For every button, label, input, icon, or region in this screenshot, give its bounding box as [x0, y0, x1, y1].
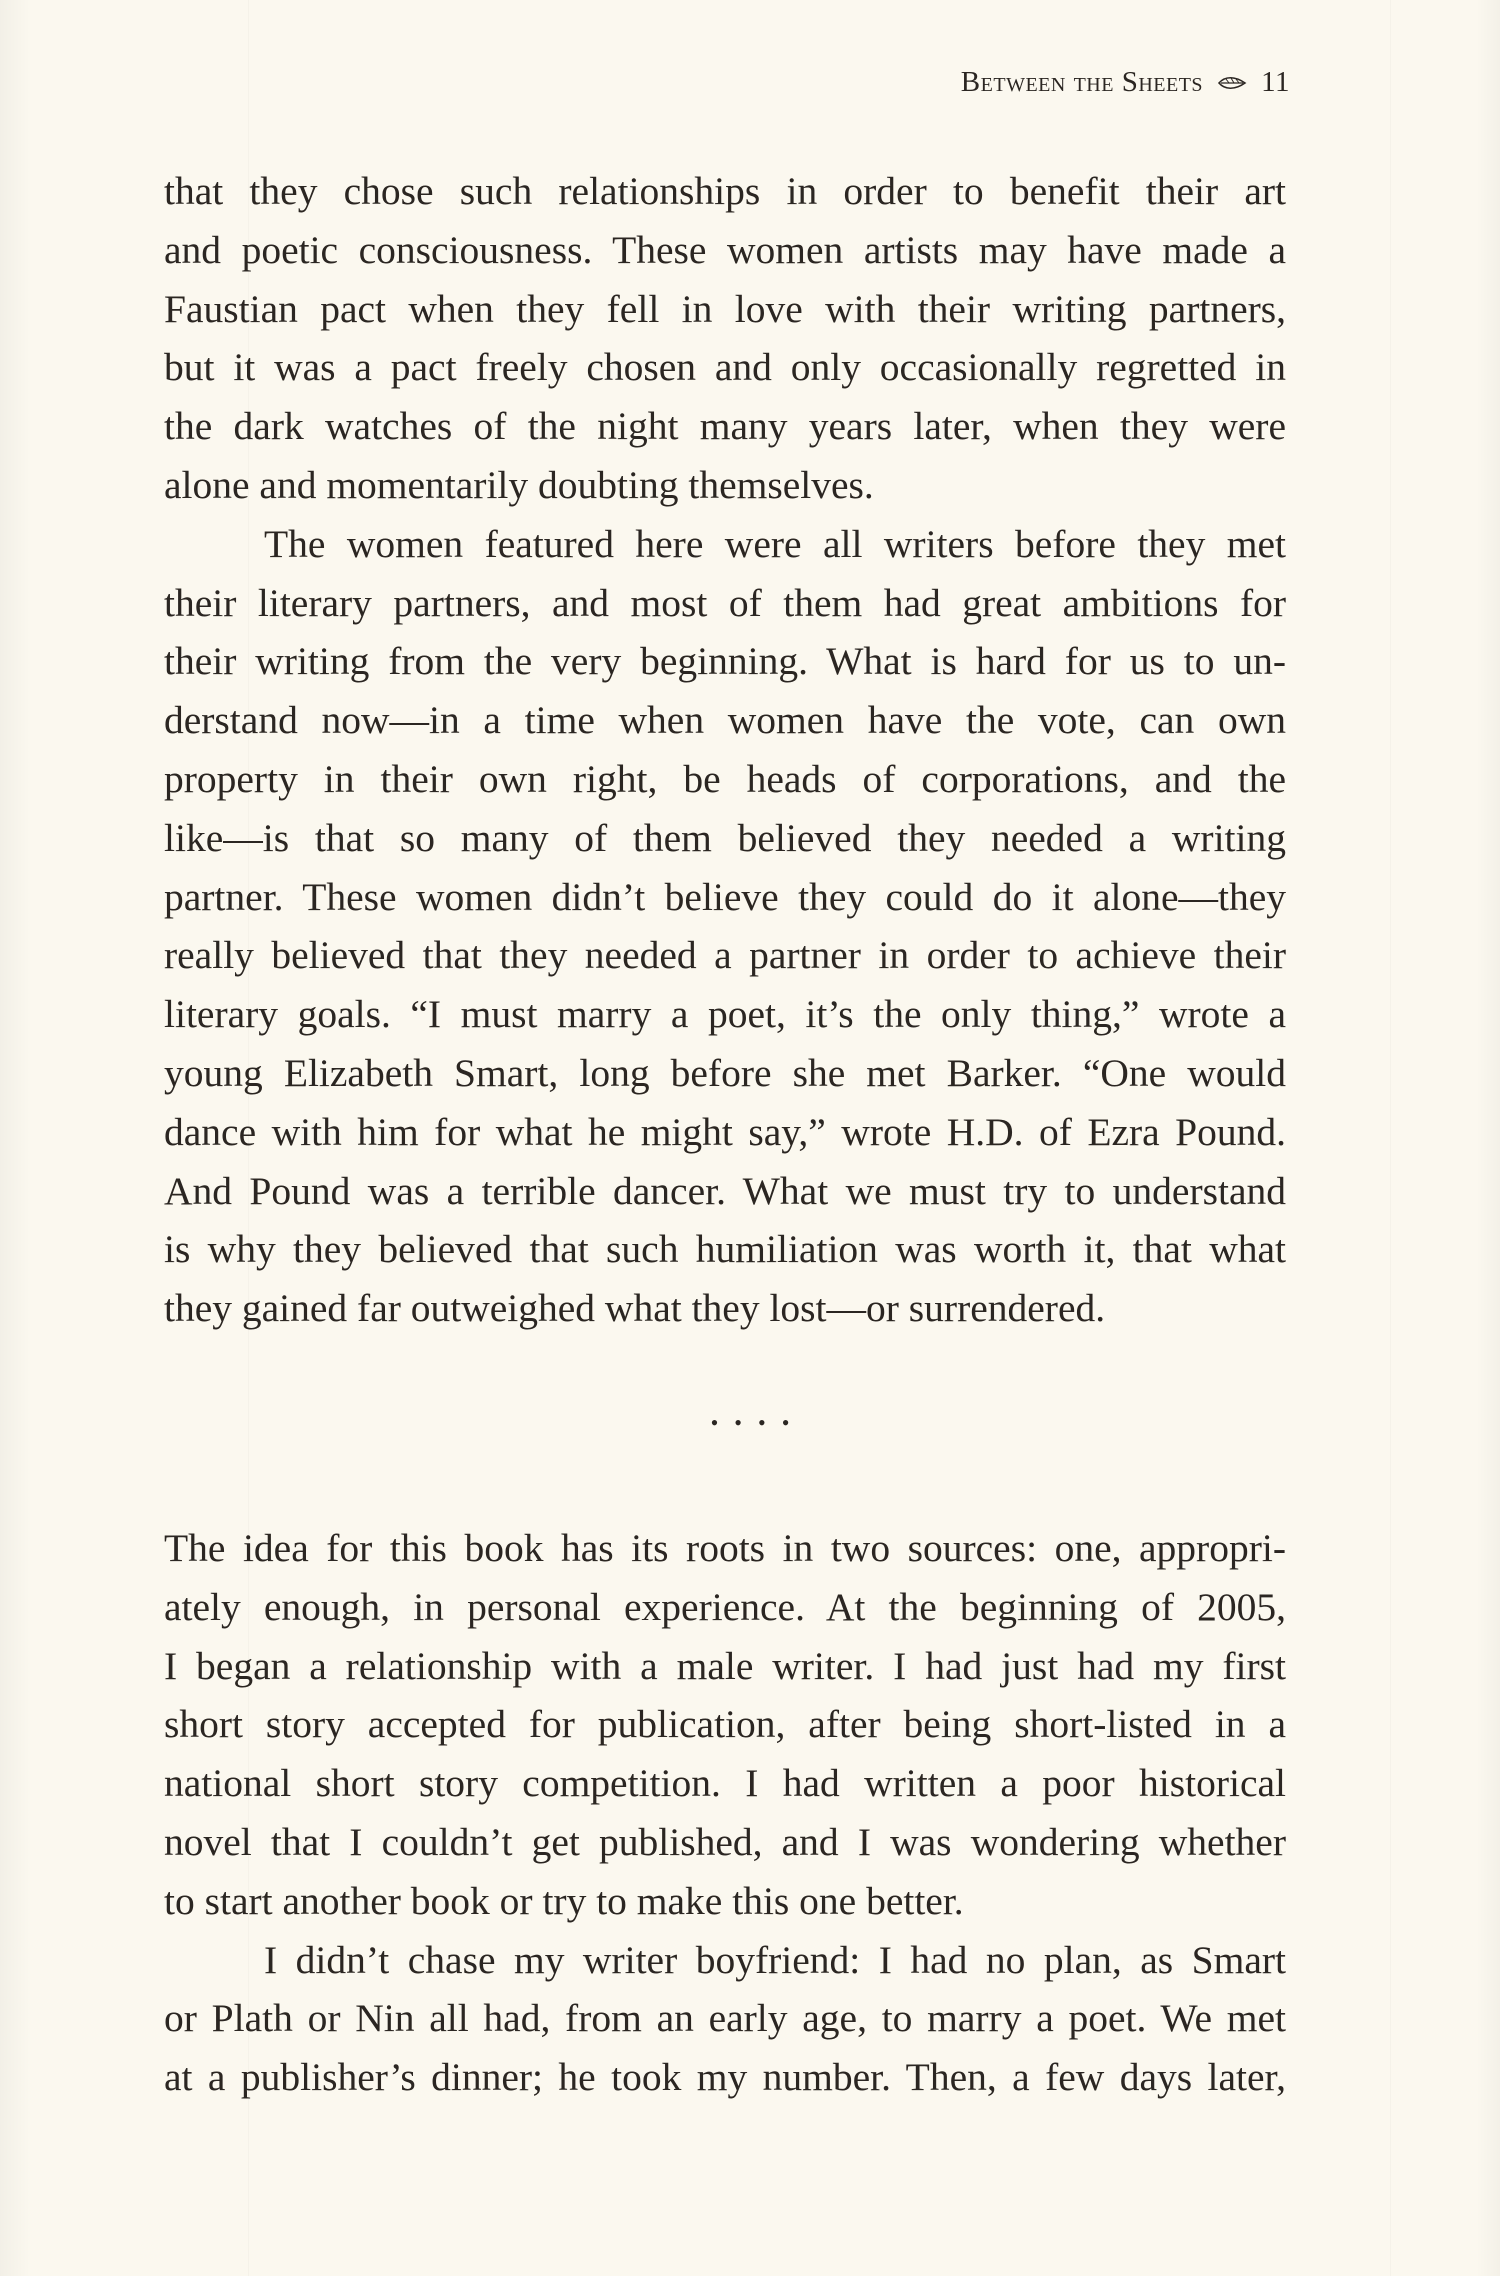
- text-line: young Elizabeth Smart, long before she met Barker. “One would: [164, 1050, 1286, 1095]
- text-line: dance with him for what he might say,” wrote H.D. of Ezra Pound.: [164, 1109, 1286, 1154]
- running-header: [961, 66, 1290, 99]
- text-block-lower: [164, 1519, 1286, 2107]
- text-line: The idea for this book has its roots in two sources: one, appropri-: [164, 1526, 1286, 1570]
- text-line: but it was a pact freely chosen and only occasionally regretted in: [164, 345, 1286, 390]
- text-line: short story accepted for publication, after being short-listed in a: [164, 1702, 1286, 1747]
- text-line: novel that I couldn’t get published, and I was wondering whether: [164, 1819, 1286, 1864]
- text-line: The women featured here were all writers before they met: [264, 521, 1286, 566]
- paper-texture-line: [1390, 0, 1391, 2276]
- text-line: really believed that they needed a partner in order to achieve their: [164, 933, 1286, 978]
- paragraph-2: [164, 515, 1286, 1338]
- running-title: Between the Sheets: [960, 66, 1204, 98]
- section-break-dots: ••••: [710, 1410, 806, 1435]
- page-number: 11: [1261, 66, 1290, 98]
- paragraph-1: [164, 162, 1286, 515]
- text-line: or Plath or Nin all had, from an early age, to marry a poet. We met: [164, 1996, 1286, 2041]
- text-line: to start another book or try to make this one better.: [164, 1878, 964, 1923]
- text-line: and poetic consciousness. These women artists may have made a: [164, 227, 1286, 272]
- paragraph-3: [164, 1519, 1286, 1931]
- text-line: alone and momentarily doubting themselves.: [164, 462, 874, 507]
- text-block-upper: [164, 162, 1286, 1338]
- text-line: is why they believed that such humiliation was worth it, that what: [164, 1227, 1286, 1272]
- text-line: property in their own right, be heads of corporations, and the: [164, 756, 1286, 801]
- text-line: that they chose such relationships in order to benefit their art: [164, 169, 1286, 213]
- text-line: at a publisher’s dinner; he took my number. Then, a few days later,: [164, 2055, 1286, 2100]
- leaf-ornament-icon: [1217, 74, 1247, 92]
- text-line: the dark watches of the night many years later, when they were: [164, 404, 1286, 449]
- text-line: their literary partners, and most of them had great ambitions for: [164, 580, 1286, 625]
- text-line: And Pound was a terrible dancer. What we must try to understand: [164, 1168, 1286, 1213]
- text-line: their writing from the very beginning. What is hard for us to un-: [164, 639, 1286, 684]
- paragraph-4: [164, 1931, 1286, 2107]
- text-line: they gained far outweighed what they lost—or surrendered.: [164, 1286, 1106, 1331]
- text-line: national short story competition. I had written a poor historical: [164, 1761, 1286, 1806]
- text-line: like—is that so many of them believed they needed a writing: [164, 815, 1286, 860]
- text-line: Faustian pact when they fell in love with their writing partners,: [164, 286, 1286, 331]
- text-line: I didn’t chase my writer boyfriend: I had no plan, as Smart: [264, 1937, 1286, 1982]
- text-line: derstand now—in a time when women have the vote, can own: [164, 698, 1286, 743]
- text-line: partner. These women didn’t believe they could do it alone—they: [164, 874, 1286, 919]
- text-line: ately enough, in personal experience. At the beginning of 2005,: [164, 1584, 1286, 1629]
- text-line: literary goals. “I must marry a poet, it’s the only thing,” wrote a: [164, 992, 1286, 1037]
- text-line: I began a relationship with a male writer. I had just had my first: [164, 1643, 1286, 1688]
